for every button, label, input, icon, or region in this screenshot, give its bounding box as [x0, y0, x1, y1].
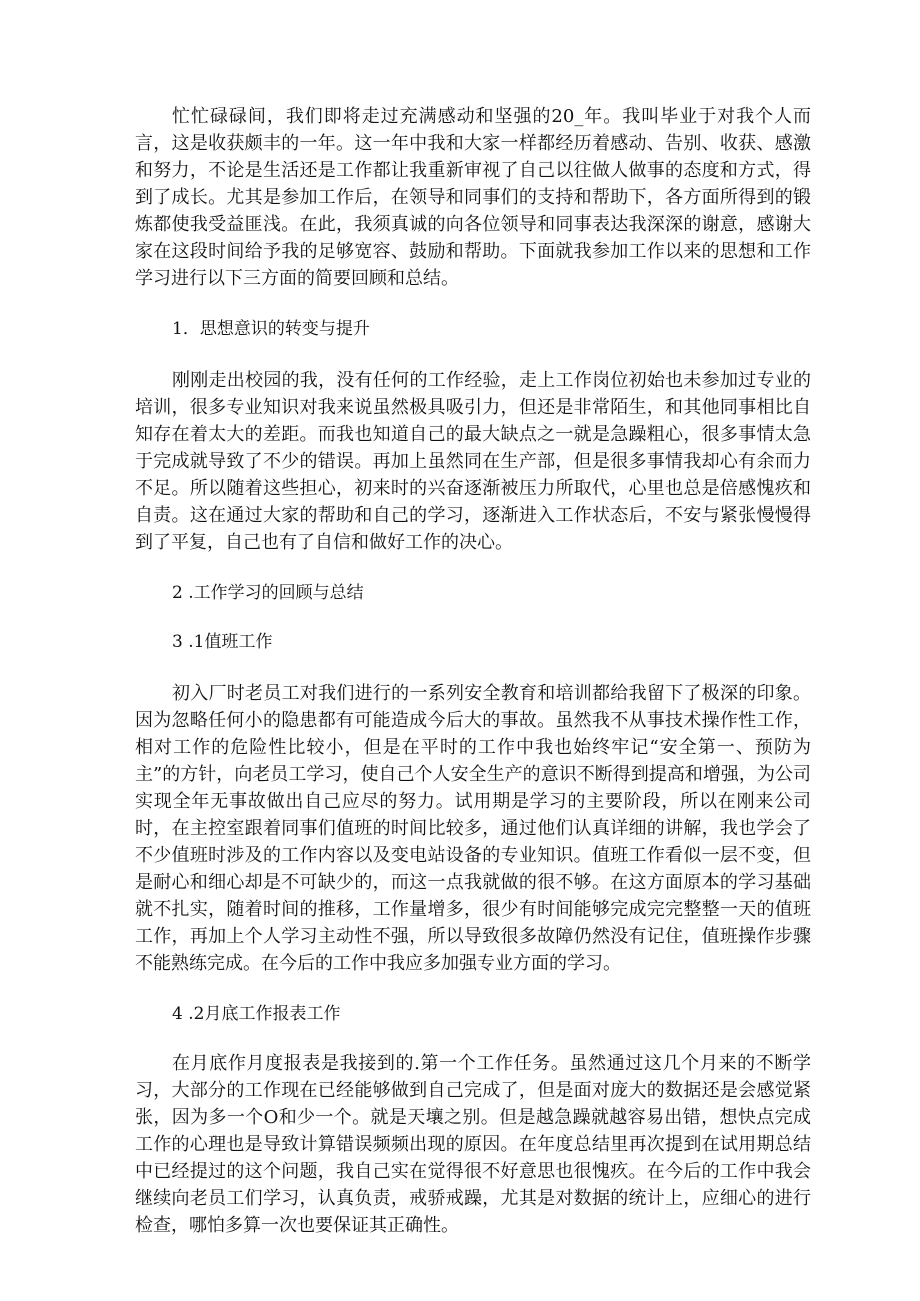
section-heading-1: 1．思想意识的转变与提升 — [172, 319, 370, 339]
spacer — [135, 556, 811, 580]
spacer — [135, 977, 811, 1001]
spacer — [135, 292, 811, 316]
subsection-heading-3-1: 3 .1值班工作 — [172, 632, 273, 652]
intro-paragraph: 忙忙碌碌间，我们即将走过充满感动和坚强的20_年。我叫毕业于对我个人而言，这是收获颇丰的一年。这一年中我和大家一样都经历着感动、告别、收获、感激和努力，不论是生活还是工作都让我重新审视了自己以往做人做事的态度和方式，得到了成长。尤其是参加工作后，在领导和同事们的支持和帮助下，各方面所得到的锻炼都使我受益匪浅。在此，我须真诚的向各位领导和同事表达我深深的谢意，感谢大家在这段时间给予我的足够宽容、鼓励和帮助。下面就我参加工作以来的思想和工作学习进行以下三方面的简要回顾和总结。 — [135, 106, 811, 289]
subsection-4-2-paragraph: 在月底作月度报表是我接到的.第一个工作任务。虽然通过这几个月来的不断学习，大部分的工作现在已经能够做到自己完成了，但是面对庞大的数据还是会感觉紧张，因为多一个O和少一个。就是天壤之别。但是越急躁就越容易出错，想快点完成工作的心理也是导致计算错误频频出现的原因。在年度总结里再次提到在试用期总结中已经提过的这个问题，我自己实在觉得很不好意思也很愧疚。在今后的工作中我会继续向老员工们学习，认真负责，戒骄戒躁，尤其是对数据的统计上，应细心的进行检查，哪怕多算一次也要保证其正确性。 — [135, 1053, 811, 1236]
subsection-heading-4-2: 4 .2月底工作报表工作 — [172, 1004, 341, 1024]
document-body — [135, 103, 811, 1239]
section-heading-2: 2 .工作学习的回顾与总结 — [172, 583, 364, 603]
spacer — [135, 656, 811, 680]
spacer — [135, 343, 811, 367]
spacer — [135, 607, 811, 629]
spacer — [135, 1028, 811, 1050]
section-1-paragraph: 刚刚走出校园的我，没有任何的工作经验，走上工作岗位初始也未参加过专业的培训，很多专业知识对我来说虽然极具吸引力，但还是非常陌生，和其他同事相比自知存在着太大的差距。而我也知道自己的最大缺点之一就是急躁粗心，很多事情太急于完成就导致了不少的错误。再加上虽然同在生产部，但是很多事情我却心有余而力不足。所以随着这些担心，初来时的兴奋逐渐被压力所取代，心里也总是倍感愧疚和自责。这在通过大家的帮助和自己的学习，逐渐进入工作状态后，不安与紧张慢慢得到了平复，自己也有了自信和做好工作的决心。 — [135, 370, 811, 553]
subsection-3-1-paragraph: 初入厂时老员工对我们进行的一系列安全教育和培训都给我留下了极深的印象。因为忽略任何小的隐患都有可能造成今后大的事故。虽然我不从事技术操作性工作，相对工作的危险性比较小，但是在平时的工作中我也始终牢记“安全第一、预防为主”的方针，向老员工学习，使自己个人安全生产的意识不断得到提高和增强，为公司实现全年无事故做出自己应尽的努力。试用期是学习的主要阶段，所以在刚来公司时，在主控室跟着同事们值班的时间比较多，通过他们认真详细的讲解，我也学会了不少值班时涉及的工作内容以及变电站设备的专业知识。值班工作看似一层不变，但是耐心和细心却是不可缺少的，而这一点我就做的很不够。在这方面原本的学习基础就不扎实，随着时间的推移，工作量增多，很少有时间能够完成完完整整一天的值班工作，再加上个人学习主动性不强，所以导致很多故障仍然没有记住，值班操作步骤不能熟练完成。在今后的工作中我应多加强专业方面的学习。 — [135, 683, 811, 974]
